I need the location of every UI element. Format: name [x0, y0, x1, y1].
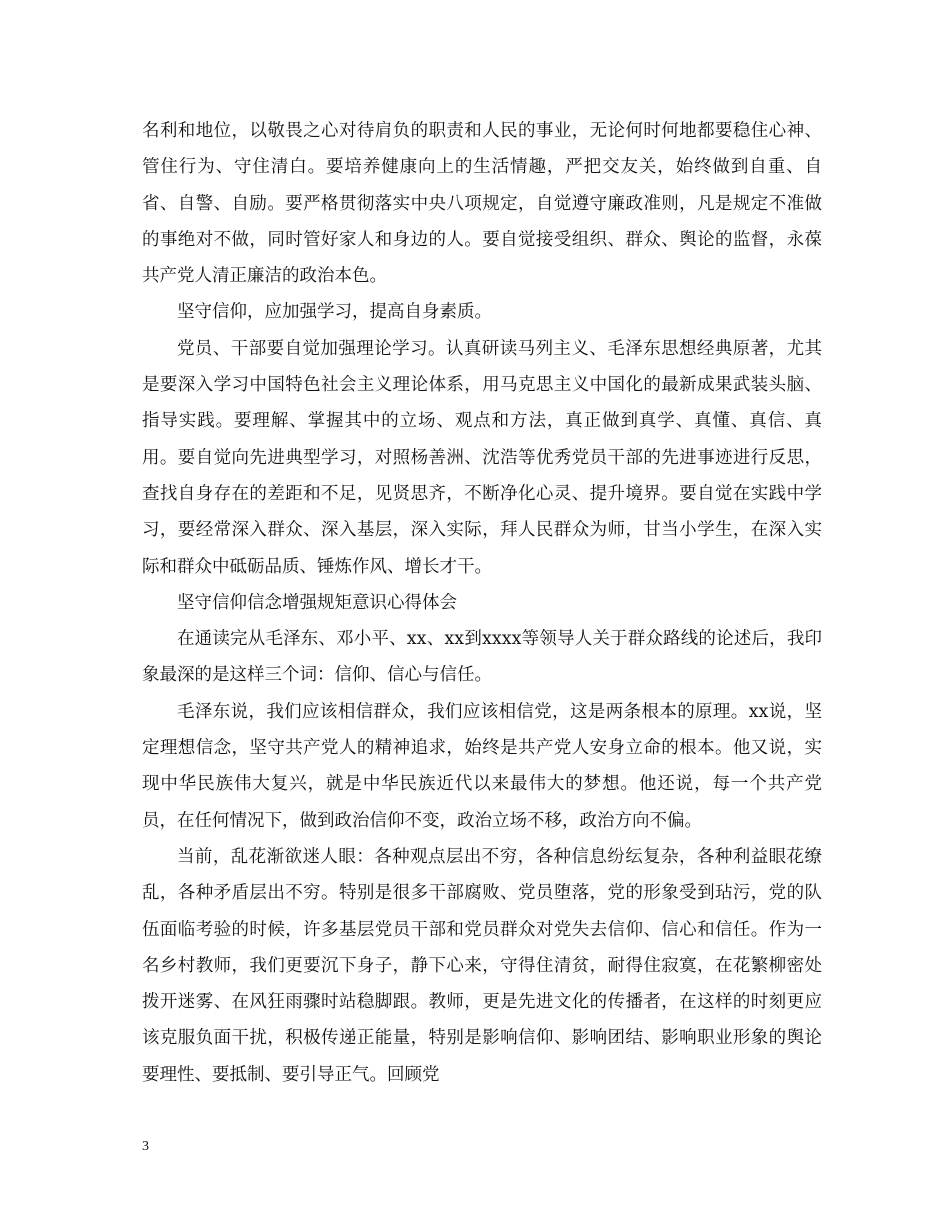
- paragraph-2: 坚守信仰，应加强学习，提高自身素质。: [177, 302, 492, 323]
- paragraph-5: 在通读完从毛泽东、邓小平、xx、xx到xxxx等领导人关于群众路线的论述后，我印象最深的是这样三个词：信仰、信心与信任。: [142, 629, 822, 686]
- paragraph-6: 毛泽东说，我们应该相信群众，我们应该相信党，这是两条根本的原理。xx说，坚定理想信念，坚守共产党人的精神追求，始终是共产党人安身立命的根本。他又说，实现中华民族伟大复兴，就是中华民族近代以来最伟大的梦想。他还说，每一个共产党员，在任何情况下，做到政治信仰不变，政治立场不移，政治方向不偏。: [142, 701, 822, 831]
- paragraph-7: 当前，乱花渐欲迷人眼：各种观点层出不穷，各种信息纷纭复杂，各种利益眼花缭乱，各种矛盾层出不穷。特别是很多干部腐败、党员堕落，党的形象受到玷污，党的队伍面临考验的时候，许多基层党员干部和党员群众对党失去信仰、信心和信任。作为一名乡村教师，我们更要沉下身子，静下心来，守得住清贫，耐得住寂寞，在花繁柳密处拨开迷雾、在风狂雨骤时站稳脚跟。教师，更是先进文化的传播者，在这样的时刻更应该克服负面干扰，积极传递正能量，特别是影响信仰、影响团结、影响职业形象的舆论要理性、要抵制、要引导正气。回顾党: [142, 846, 822, 1085]
- paragraph-3: 党员、干部要自觉加强理论学习。认真研读马列主义、毛泽东思想经典原著，尤其是要深入学习中国特色社会主义理论体系，用马克思主义中国化的最新成果武装头脑、指导实践。要理解、掌握其中的立场、观点和方法，真正做到真学、真懂、真信、真用。要自觉向先进典型学习，对照杨善洲、沈浩等优秀党员干部的先进事迹进行反思，查找自身存在的差距和不足，见贤思齐，不断净化心灵、提升境界。要自觉在实践中学习，要经常深入群众、深入基层，深入实际，拜人民群众为师，甘当小学生，在深入实际和群众中砥砺品质、锤炼作风、增长才干。: [142, 338, 822, 577]
- document-body: [142, 113, 822, 1093]
- page-number: 3: [142, 1139, 149, 1154]
- paragraph-1: 名利和地位，以敬畏之心对待肩负的职责和人民的事业，无论何时何地都要稳住心神、管住行为、守住清白。要培养健康向上的生活情趣，严把交友关，始终做到自重、自省、自警、自励。要严格贯彻落实中央八项规定，自觉遵守廉政准则，凡是规定不准做的事绝对不做，同时管好家人和身边的人。要自觉接受组织、群众、舆论的监督，永葆共产党人清正廉洁的政治本色。: [142, 121, 822, 287]
- section-heading: 坚守信仰信念增强规矩意识心得体会: [177, 592, 457, 613]
